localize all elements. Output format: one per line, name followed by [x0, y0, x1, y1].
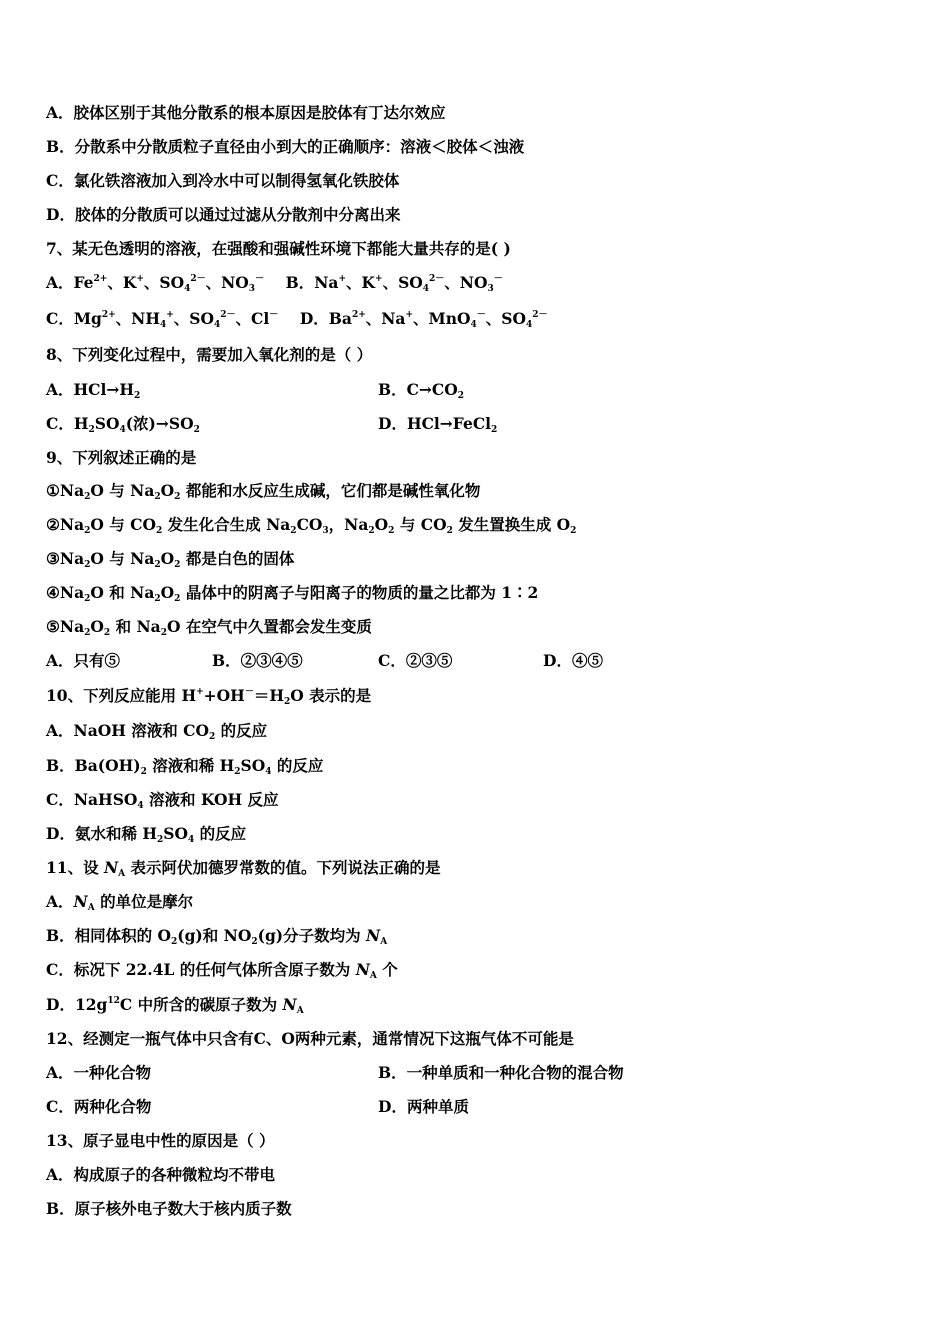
q11-option-d: D．$12g^{12}C$ 中所含的碳原子数为 $N_A$ [46, 995, 304, 1016]
statement-5-marker: ⑤ [46, 617, 60, 636]
q9-option-c: C．②③⑤ [378, 651, 453, 670]
q9-statement-3: $③Na_2O$ 与 $Na_2O_2$ 都是白色的固体 [46, 549, 295, 570]
q11-option-a: A．$N_A$ 的单位是摩尔 [46, 892, 194, 913]
q9-statement-2: $②Na_2O$ 与 $CO_2$ 发生化合生成 $Na_2CO_3$，$Na_2O_2$ 与 $CO_2$ 发生置换生成 $O_2$ [46, 515, 577, 536]
q12-option-b: B．一种单质和一种化合物的混合物 [378, 1063, 624, 1082]
q9-statement-4: $④Na_2O$ 和 $Na_2O_2$ 晶体中的阴离子与阳离子的物质的量之比都为 1∶2 [46, 583, 539, 604]
q9-option-a: A．只有⑤ [46, 651, 121, 670]
q13-option-b: B．原子核外电子数大于核内质子数 [46, 1199, 292, 1218]
q12-stem: 12、经测定一瓶气体中只含有C、O两种元素，通常情况下这瓶气体不可能是 [46, 1029, 574, 1048]
q11-stem: 11、设 $N_A$ 表示阿伏加德罗常数的值。下列说法正确的是 [46, 858, 441, 879]
q12-option-a: A．一种化合物 [46, 1063, 152, 1082]
q11-option-b: B．相同体积的 $O_2(g)$和 $NO_2(g)$分子数均为 $N_A$ [46, 926, 388, 947]
q12-option-c: C．两种化合物 [46, 1097, 152, 1116]
q10-option-a: A．NaOH 溶液和 $CO_2$ 的反应 [46, 721, 268, 742]
q13-stem: 13、原子显电中性的原因是（ ） [46, 1131, 275, 1150]
q6-option-a: A．胶体区别于其他分散系的根本原因是胶体有丁达尔效应 [46, 103, 446, 122]
q10-option-d: D．氨水和稀 $H_2SO_4$ 的反应 [46, 824, 247, 845]
q10-option-c: C．NaHSO$_4$ 溶液和 KOH 反应 [46, 790, 279, 811]
q7-stem: 7、某无色透明的溶液，在强酸和强碱性环境下都能大量共存的是( ) [46, 239, 511, 258]
q11-option-c: C．标况下 22.4L 的任何气体所含原子数为 $N_A$ 个 [46, 960, 398, 981]
q8-option-b: B．$C\to CO_2$ [378, 380, 465, 401]
q6-option-c: C．氯化铁溶液加入到冷水中可以制得氢氧化铁胶体 [46, 171, 400, 190]
q6-option-b: B．分散系中分散质粒子直径由小到大的正确顺序：溶液＜胶体＜浊液 [46, 137, 525, 156]
q10-option-b: B．$Ba(OH)_2$ 溶液和稀 $H_2SO_4$ 的反应 [46, 756, 324, 777]
q13-option-a: A．构成原子的各种微粒均不带电 [46, 1165, 276, 1184]
q8-option-c: C．$H_2SO_4$(浓)$\to SO_2$ [46, 414, 200, 435]
q9-statement-5: $⑤Na_2O_2$ 和 $Na_2O$ 在空气中久置都会发生变质 [46, 617, 372, 638]
q7-options-cd: C．$Mg^{2+}$、$NH_4^+$、$SO_4^{2-}$、Cl－ D．$Ba^{2+}$、Na+、MnO$_4$－、$SO_4^{2-}$ [46, 309, 548, 330]
q9-stem: 9、下列叙述正确的是 [46, 448, 197, 467]
q9-statement-1: $①Na_2O$ 与 $Na_2O_2$ 都能和水反应生成碱，它们都是碱性氧化物 [46, 481, 481, 502]
q9-option-b: B．②③④⑤ [212, 651, 303, 670]
q8-option-d: D．HCl→FeCl$_2$ [378, 414, 498, 435]
q10-stem: 10、下列反应能用 $H^++OH^-=H_2O$ 表示的是 [46, 686, 372, 707]
q9-option-d: D．④⑤ [543, 651, 603, 670]
q7-options-ab: A．$Fe^{2+}$、K+、$SO_4^{2-}$、$NO_3^-$ B．Na+、K+、$SO_4^{2-}$、$NO_3^-$ [46, 273, 503, 294]
q12-option-d: D．两种单质 [378, 1097, 469, 1116]
q6-option-d: D．胶体的分散质可以通过过滤从分散剂中分离出来 [46, 205, 401, 224]
q8-stem: 8、下列变化过程中，需要加入氧化剂的是（ ） [46, 345, 373, 364]
q8-option-a: A．$HCl\to H_2$ [46, 380, 141, 401]
